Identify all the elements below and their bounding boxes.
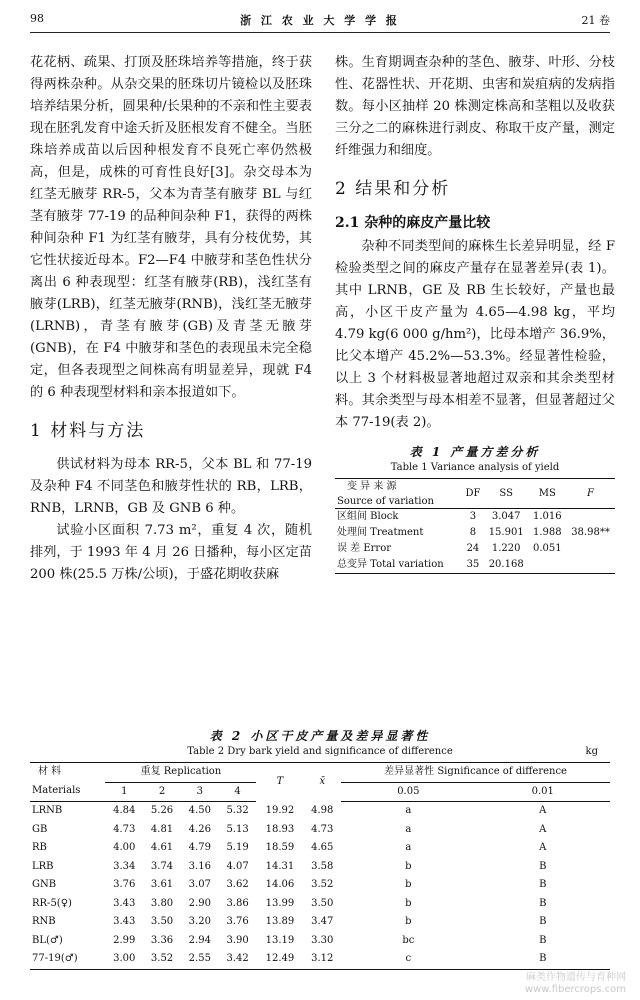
body-paragraph: 供试材料为母本 RR-5，父本 BL 和 77-19 及杂种 F4 不同茎色和腋芽性状的 RB，LRB，RNB，LRNB，GB 及 GNB 6 种。 (30, 457, 312, 516)
th-sig-01: 0.01 (476, 782, 611, 802)
table2-cell-s01: A (539, 842, 547, 853)
journal-title: 浙 江 农 业 大 学 学 报 (240, 14, 400, 27)
table1-cell-source: 误 差 Error (337, 543, 392, 554)
table2-cell-s05: b (405, 916, 412, 927)
table2-cell-material: LRB (32, 860, 54, 872)
table1-caption-en: Table 1 Variance analysis of yield (390, 462, 560, 473)
table2-cell-x: 3.30 (311, 934, 334, 946)
section-heading: 1 材料与方法 (30, 421, 146, 441)
table2-cell-r2: 3.50 (150, 916, 174, 927)
table1-cell-df: 8 (469, 527, 477, 538)
body-paragraph: 株。生育期调查杂种的茎色、腋芽、叶形、分枝性、花器性状、开花期、虫害和炭疽病的发病指数。每小区抽样 20 株测定株高和茎粗以及收获三分之二的麻株进行剥皮、称取干皮产量，测定纤维强力和细度。 (335, 55, 615, 158)
table2-cell-t: 18.59 (265, 842, 295, 853)
table2-cell-r2: 3.52 (143, 950, 181, 969)
table2-cell-s01: A (539, 823, 547, 835)
th-rep-3: 3 (181, 782, 219, 802)
th-rep-1: 1 (105, 782, 143, 802)
table2-row (30, 839, 610, 858)
table2-cell-x: 3.12 (303, 950, 341, 969)
table1-caption-zh: 表 1 产量方差分析 (409, 445, 541, 459)
table2-cell-x: 3.47 (311, 916, 334, 927)
table1-cell-ss: 20.168 (484, 557, 529, 574)
table1-cell-f (566, 509, 615, 526)
table2-caption-en: Table 2 Dry bark yield and significance of difference (187, 746, 453, 757)
table2-cell-r4: 3.90 (226, 934, 249, 946)
table1-row (335, 557, 615, 574)
watermark-line2: www.fibercrops.com (524, 984, 626, 995)
table2-row (30, 858, 610, 877)
table2-cell-s01: A (539, 805, 547, 816)
table2-cell-material: RB (32, 842, 47, 853)
table2-caption (30, 728, 610, 760)
table2-cell-x: 3.58 (311, 860, 334, 872)
th-rep-2: 2 (143, 782, 181, 802)
table2-cell-r3: 2.94 (188, 934, 211, 946)
table2-cell-x: 4.98 (311, 804, 334, 816)
table2-cell-r2: 3.36 (150, 934, 174, 946)
table1-cell-f: 38.98** (571, 527, 610, 538)
table1-row (335, 509, 615, 526)
th-source-zh: 变 异 来 源 (335, 479, 462, 496)
table2-cell-r1: 4.00 (113, 842, 136, 853)
th-replication: 重复 Replication (105, 763, 256, 783)
table2-cell-material: 77-19(♂) (30, 950, 105, 969)
table1-caption (335, 444, 615, 476)
table2-cell-r3: 4.50 (188, 805, 211, 816)
table1-cell-df: 3 (469, 511, 477, 522)
table2-cell-r4: 3.62 (226, 879, 249, 890)
table2-cell-r1: 4.84 (113, 805, 136, 816)
table1-cell-source: 区组间 Block (337, 511, 399, 522)
table2-row (30, 802, 610, 821)
table2-cell-material: BL(♂) (32, 934, 63, 946)
table2-cell-s01: B (539, 897, 547, 909)
table2-cell-t: 13.89 (265, 916, 295, 927)
body-paragraph: 试验小区面积 7.73 m²，重复 4 次，随机排列，于 1993 年 4 月 26 日播种，每小区定苗 200 株(25.5 万株/公顷)，于盛花期收获麻 (30, 523, 312, 582)
table2-cell-r2: 3.74 (150, 860, 174, 872)
table2-cell-t: 19.92 (265, 804, 295, 816)
table2-cell-t: 13.19 (265, 934, 295, 946)
table2-cell-r3: 3.07 (188, 879, 211, 890)
table2-caption-zh: 表 2 小区干皮产量及差异显著性 (209, 729, 431, 743)
table2-cell-s05: a (405, 842, 412, 853)
table2-unit: kg (585, 746, 598, 757)
table1-row (335, 541, 615, 557)
table2-cell-material: GB (32, 823, 48, 835)
table2-cell-x: 4.73 (311, 823, 334, 835)
table2-cell-x: 3.52 (311, 879, 334, 890)
table2-cell-material: GNB (32, 879, 57, 890)
table2-cell-r4: 3.76 (226, 916, 249, 927)
table1 (335, 478, 615, 574)
right-column (335, 52, 615, 574)
table2-cell-r4: 5.13 (226, 823, 249, 835)
th-ss: SS (484, 479, 529, 509)
table2-cell-r1: 3.43 (113, 897, 136, 909)
table2-cell-x: 4.65 (311, 842, 334, 853)
table1-cell-ms: 1.016 (532, 511, 562, 522)
header-rule (30, 32, 610, 33)
table2-row (30, 913, 610, 932)
table2-cell-s05: a (405, 823, 412, 835)
table2-cell-r4: 4.07 (226, 860, 249, 872)
section-heading: 2 结果和分析 (335, 179, 451, 199)
table2-cell-r3: 3.20 (188, 916, 211, 927)
table2-row (30, 895, 610, 914)
table2-cell-s05: a (405, 805, 412, 816)
table2-cell-t: 13.99 (265, 897, 295, 909)
th-ms: MS (529, 479, 566, 509)
table2-cell-r3: 2.55 (181, 950, 219, 969)
th-t: T (256, 763, 303, 802)
watermark (525, 972, 626, 996)
table2-cell-r1: 3.34 (113, 860, 136, 872)
table2-cell-r1: 4.73 (113, 823, 136, 835)
th-materials-en: Materials (30, 782, 105, 802)
table2-cell-s01: B (539, 860, 547, 872)
table1-block (335, 444, 615, 574)
table2-cell-s01: B (539, 934, 547, 946)
table2-cell-material: RR-5(♀) (32, 897, 72, 909)
table2-cell-r2: 4.81 (150, 823, 174, 835)
table2-cell-s01: B (539, 916, 547, 927)
table2-cell-t: 14.31 (265, 860, 295, 872)
table2-cell-material: LRNB (32, 805, 63, 816)
table1-cell-ss: 1.220 (491, 543, 521, 554)
table2-cell-t: 12.49 (256, 950, 303, 969)
table2-cell-s01: B (539, 879, 547, 890)
table2-cell-x: 3.50 (311, 897, 334, 909)
table1-cell-df: 24 (466, 543, 480, 554)
table2-cell-r3: 4.79 (188, 842, 211, 853)
table2-cell-r3: 4.26 (188, 823, 211, 835)
table2-cell-r1: 3.76 (113, 879, 136, 890)
table2-row (30, 932, 610, 951)
table2-cell-r1: 3.00 (105, 950, 143, 969)
table1-cell-source: 总变异 Total variation (335, 557, 462, 574)
table2-cell-s01: B (476, 950, 611, 969)
table2 (30, 762, 610, 970)
watermark-line1: 麻类作物遗传与育种网 (526, 972, 626, 983)
table1-cell-ms (529, 557, 566, 574)
body-paragraph: 花花柄、疏果、打顶及胚珠培养等措施，终于获得两株杂种。从杂交果的胚珠切片镜检以及胚珠培养结果分析，圆果种/长果种的不亲和性主要表现在胚乳发育中途夭折及胚根发育不健全。当胚珠培养成苗以后因种根发育不良死亡率仍然极高，但是，成株的可育性良好[3]。杂交母本为红茎无腋芽 RR-5，父本为青茎有腋芽 BL 与红茎有腋芽 77-19 的品种间杂种 F1，获得的两株种间杂种 F1 为红茎有腋芽，具有分枝优势，其它性状接近母本。F2—F4 中腋芽和茎色性状分离出 6 种表现型：红茎有腋芽(RB)，浅红茎有腋芽(LRB)，红茎无腋芽(RNB)，浅红茎无腋芽(LRNB)，青茎有腋芽(GB)及青茎无腋芽(GNB)，在 F4 中腋芽和茎色的表现虽未完全稳定，但各表现型之间株高有明显差异，现就 F4 的 6 种表现型材料和亲本报道如下。 (30, 55, 312, 400)
table2-row (30, 950, 610, 969)
table1-header-row (335, 479, 615, 496)
th-significance: 差异显著性 Significance of difference (341, 763, 610, 783)
table1-cell-f (566, 541, 615, 557)
table1-row (335, 525, 615, 541)
table2-row (30, 876, 610, 895)
table1-cell-ms: 1.988 (532, 527, 562, 538)
table1-cell-ss: 3.047 (491, 511, 521, 522)
th-source-en: Source of variation (335, 495, 462, 509)
table2-cell-r4: 3.86 (226, 897, 249, 909)
table2-cell-t: 14.06 (265, 879, 295, 890)
table2-cell-s05: bc (402, 934, 415, 946)
table2-cell-r4: 3.42 (219, 950, 257, 969)
table2-cell-r2: 5.26 (150, 805, 174, 816)
table2-cell-material: RNB (32, 916, 56, 927)
table2-cell-r3: 2.90 (188, 897, 211, 909)
table2-cell-s05: b (405, 860, 412, 872)
left-column (30, 52, 312, 586)
table2-row (30, 821, 610, 840)
table2-cell-r1: 3.43 (113, 916, 136, 927)
table2-cell-s05: b (405, 879, 412, 890)
table2-cell-r2: 3.80 (150, 897, 174, 909)
volume-label: 21 卷 (581, 14, 610, 27)
table2-cell-r1: 2.99 (113, 934, 136, 946)
th-sig-05: 0.05 (341, 782, 475, 802)
table2-cell-r2: 4.61 (150, 842, 174, 853)
table1-cell-source: 处理间 Treatment (337, 527, 424, 538)
table2-header-row (30, 763, 610, 783)
table2-cell-s05: b (405, 897, 412, 909)
th-df: DF (462, 479, 484, 509)
table1-cell-ms: 0.051 (532, 543, 562, 554)
page-number: 98 (30, 12, 44, 25)
th-rep-4: 4 (219, 782, 257, 802)
table2-cell-r4: 5.32 (226, 805, 249, 816)
th-f: F (566, 479, 615, 509)
table2-cell-s05: c (341, 950, 475, 969)
table1-cell-ss: 15.901 (488, 527, 524, 538)
table2-cell-t: 18.93 (265, 823, 295, 835)
th-xbar: x̄ (303, 763, 341, 802)
th-materials-zh: 材 料 (30, 763, 105, 783)
body-paragraph: 杂种不同类型间的麻株生长差异明显，经 F 检验类型之间的麻皮产量存在显著差异(表 1)。其中 LRNB，GE 及 RB 生长较好，产量也最高，小区干皮产量为 4.65—4.98 kg，平均 4.79 kg(6 000 g/hm²)，比母本增产 36.9%，比父本增产 45.2%—53.3%。经显著性检验，以上 3 个材料极显著地超过双亲和其余类型材料。其余类型与母本相差不显著，但显著超过父本 77-19(表 2)。 (335, 239, 615, 430)
subsection-heading: 2.1 杂种的麻皮产量比较 (335, 215, 491, 231)
table2-cell-r3: 3.16 (188, 860, 211, 872)
table2-cell-r2: 3.61 (150, 879, 174, 890)
table1-cell-f (566, 557, 615, 574)
table1-cell-df: 35 (462, 557, 484, 574)
table2-block (30, 728, 610, 970)
table2-cell-r4: 5.19 (226, 842, 249, 853)
